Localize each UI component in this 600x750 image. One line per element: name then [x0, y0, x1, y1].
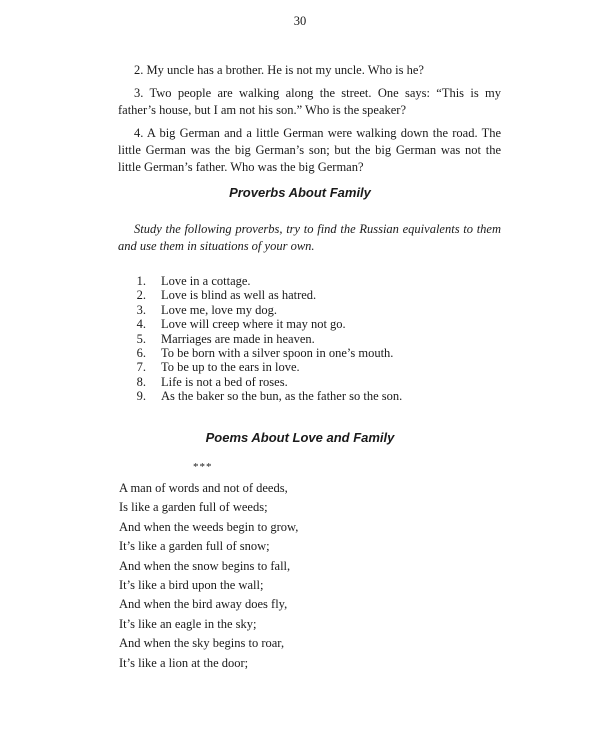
proverb-number: 8. [136, 374, 146, 389]
proverb-text: Life is not a bed of roses. [161, 374, 288, 389]
riddles-block [118, 62, 501, 182]
poem-line: It’s like a bird upon the wall; [119, 577, 264, 592]
poem-line: And when the snow begins to fall, [119, 558, 291, 573]
proverb-item [120, 317, 402, 331]
proverb-text: As the baker so the bun, as the father so the son. [161, 389, 403, 404]
proverbs-list [120, 274, 402, 404]
proverb-number: 6. [136, 345, 146, 360]
poem-lines [119, 479, 298, 673]
proverb-item [120, 389, 402, 403]
proverb-item [120, 332, 402, 346]
poem-line: And when the bird away does fly, [119, 597, 288, 612]
proverb-text: To be up to the ears in love. [161, 360, 300, 375]
poems-heading: Poems About Love and Family [205, 430, 395, 445]
proverb-number: 3. [136, 302, 146, 317]
proverb-item [120, 346, 402, 360]
proverb-item [120, 303, 402, 317]
proverb-text: Love will creep where it may not go. [161, 317, 346, 332]
proverb-number: 5. [136, 331, 146, 346]
riddle-4: 4. A big German and a little German were walking down the road. The little German was the big German’s son; but the big German was not the little German’s father. Who was the big German? [118, 126, 501, 174]
proverb-number: 9. [136, 389, 146, 404]
poem-line: It’s like a lion at the door; [119, 655, 249, 670]
proverb-item [120, 360, 402, 374]
poem-separator: *** [193, 461, 213, 473]
riddle-3: 3. Two people are walking along the street. One says: “This is my father’s house, but I am not his son.” Who is the speaker? [118, 86, 501, 117]
proverb-number: 4. [136, 317, 146, 332]
proverb-text: Love me, love my dog. [161, 302, 277, 317]
proverb-text: Love in a cottage. [161, 274, 251, 288]
poem-line: And when the weeds begin to grow, [119, 519, 299, 534]
poem-line: It’s like an eagle in the sky; [119, 616, 257, 631]
proverb-text: Love is blind as well as hatred. [161, 288, 317, 303]
proverb-item [120, 375, 402, 389]
proverbs-heading: Proverbs About Family [229, 185, 371, 200]
poem-line: A man of words and not of deeds, [119, 481, 288, 495]
page-number: 30 [293, 14, 307, 28]
poem-line: And when the sky begins to roar, [119, 636, 285, 651]
proverb-number: 2. [136, 288, 146, 303]
proverb-text: To be born with a silver spoon in one’s mouth. [161, 345, 394, 360]
proverb-number: 7. [136, 360, 146, 375]
poem-line: It’s like a garden full of snow; [119, 539, 270, 554]
proverb-text: Marriages are made in heaven. [161, 331, 315, 346]
proverb-item [120, 274, 402, 288]
proverb-item [120, 288, 402, 302]
proverbs-instruction: Study the following proverbs, try to find the Russian equivalents to them and use them in situations of your own. [118, 222, 501, 253]
poem-line: Is like a garden full of weeds; [119, 500, 268, 515]
riddle-2: 2. My uncle has a brother. He is not my uncle. Who is he? [134, 63, 424, 77]
proverb-number: 1. [136, 274, 146, 288]
